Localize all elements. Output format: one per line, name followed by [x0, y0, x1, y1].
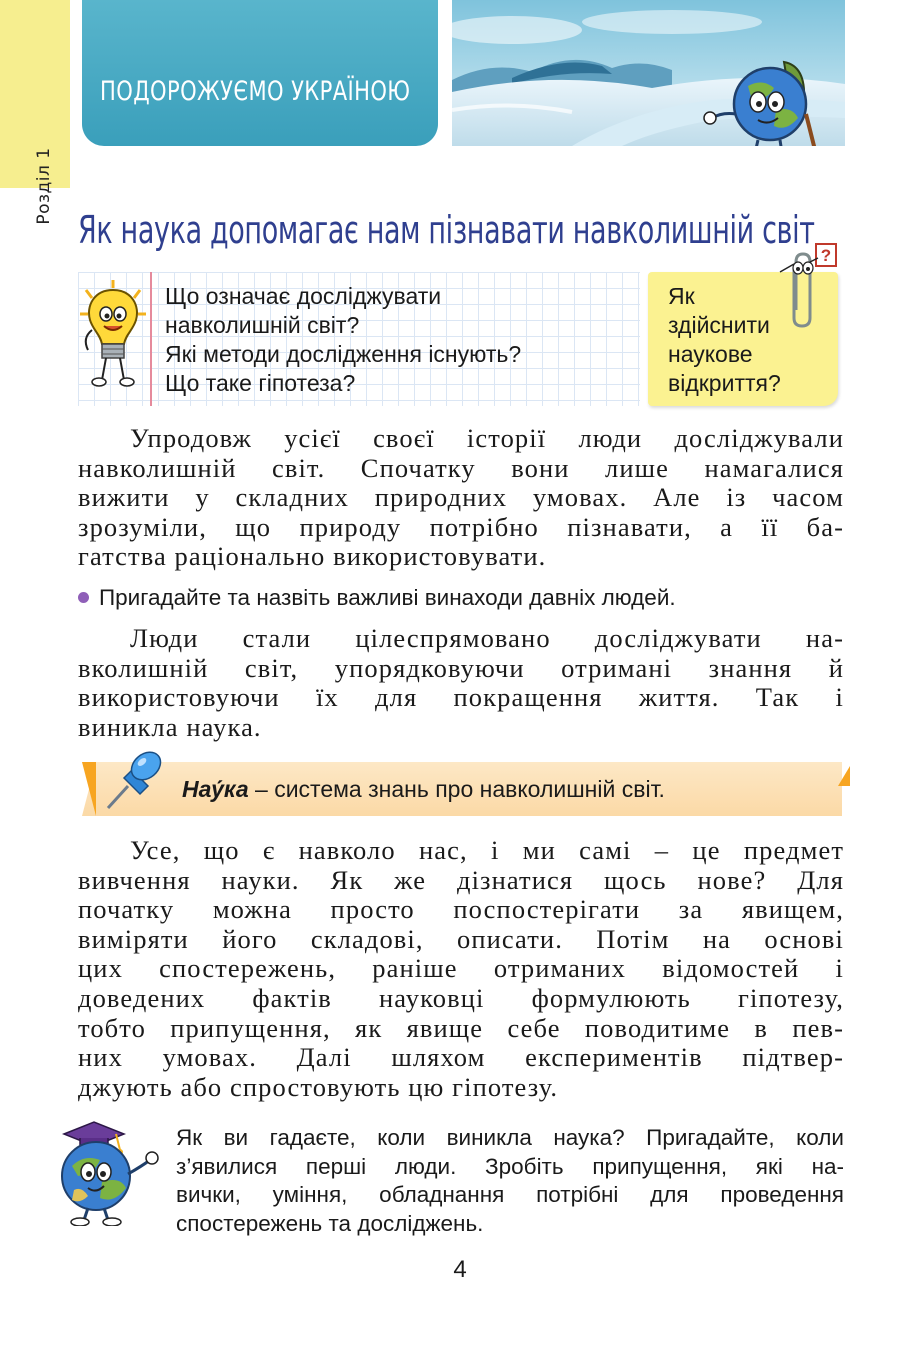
- band-corner-right: [838, 766, 850, 786]
- sticky-note-text: [668, 282, 828, 398]
- question-line: Які методи дослідження існують?: [165, 341, 522, 367]
- question-badge: ?: [820, 246, 832, 265]
- text-line: вивчення науки. Як же дізнатися щось нове? Для: [78, 864, 844, 895]
- question-line: Що таке гіпотеза?: [165, 370, 356, 396]
- question-line: навколишній світ?: [165, 312, 360, 338]
- note-line: наукове: [668, 341, 753, 367]
- closing-question: [176, 1124, 844, 1238]
- definition-body: – система знань про навколишній світ.: [248, 776, 665, 802]
- text-line: початку можна просто поспостерігати за явищем,: [78, 894, 844, 925]
- definition-term: Нау́ка: [182, 776, 249, 802]
- text-line: гатства раціонально використовувати.: [78, 541, 547, 572]
- note-line: відкриття?: [668, 370, 781, 396]
- page-heading: Як наука допомагає нам пізнавати навколишній світ: [78, 208, 815, 252]
- text-line: Упродовж усієї своєї історії люди досліджували: [130, 423, 844, 453]
- text-line: вички, уміння, обладнання потрібні для проведення: [176, 1182, 844, 1208]
- text-line: Усе, що є навколо нас, і ми самі – це предмет: [130, 835, 844, 865]
- band-corner-left: [82, 762, 96, 816]
- text-line: навколишній світ. Спочатку вони лише намагалися: [78, 452, 844, 483]
- text-line: зрозуміли, що природу потрібно пізнавати, а її ба-: [78, 511, 844, 542]
- bullet-text: Пригадайте та назвіть важливі винаходи давніх людей.: [99, 585, 676, 610]
- text-line: виміряти його складові, описати. Потім на основі: [78, 923, 844, 954]
- globe-scholar-mascot-icon: [54, 1116, 162, 1226]
- text-line: використовуючи їх для покращення життя. Так і: [78, 682, 844, 713]
- definition-text: [182, 774, 832, 804]
- text-line: них умовах. Далі шляхом експериментів підтвер-: [78, 1042, 844, 1073]
- bullet-task: [78, 584, 858, 612]
- note-line: Як: [668, 283, 695, 309]
- text-line: Люди стали цілеспрямовано досліджувати на-: [130, 623, 844, 653]
- winter-landscape-icon: [452, 0, 845, 146]
- page-number: 4: [453, 1256, 467, 1283]
- text-line: джують або спростовують цю гіпотезу.: [78, 1071, 559, 1102]
- section-tab-label: Розділ 1: [34, 147, 54, 225]
- bullet-dot-icon: [78, 592, 89, 603]
- text-line: виникла наука.: [78, 711, 262, 742]
- margin-line: [150, 272, 152, 406]
- text-line: доведених фактів науковці формулюють гіпотезу,: [78, 982, 844, 1013]
- text-line: вколишній світ, упорядковуючи отримані знання й: [78, 652, 844, 683]
- questions-list: [165, 282, 635, 398]
- lightbulb-mascot-icon: [78, 280, 148, 392]
- note-line: здійснити: [668, 312, 770, 338]
- paragraph-method: [78, 836, 844, 1102]
- chapter-title: ПОДОРОЖУЄМО УКРАЇНОЮ: [100, 76, 411, 107]
- text-line: цих спостережень, раніше отриманих відомостей і: [78, 953, 844, 984]
- text-line: спостережень та досліджень.: [176, 1210, 484, 1236]
- paragraph-intro: [78, 424, 844, 572]
- text-line: вижити у складних природних умовах. Але із часом: [78, 482, 844, 513]
- text-line: тобто припущення, як явище себе поводитиме в пев-: [78, 1012, 844, 1043]
- text-line: з’явилися перші люди. Зробіть припущення, які на-: [176, 1153, 844, 1179]
- chapter-banner: [82, 0, 438, 146]
- paragraph-science-origin: [78, 624, 844, 742]
- header-illustration: [452, 0, 845, 146]
- text-line: Як ви гадаєте, коли виникла наука? Пригадайте, коли: [176, 1125, 844, 1150]
- pushpin-icon: [102, 748, 168, 812]
- question-line: Що означає досліджувати: [165, 283, 442, 309]
